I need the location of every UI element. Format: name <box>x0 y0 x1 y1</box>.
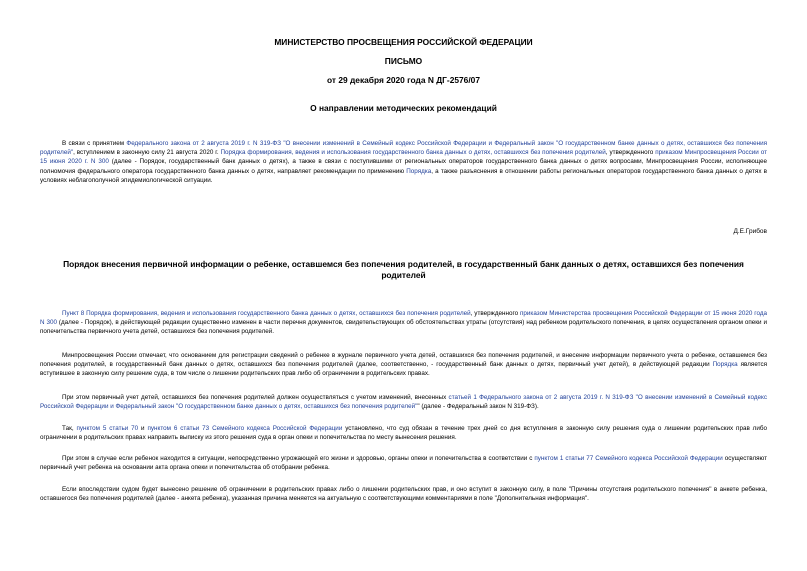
intro-text-2: , вступлением в законную силу 21 августа 2020 г. <box>73 149 221 157</box>
paragraph-3 <box>40 393 767 411</box>
law-319-article-1-link[interactable]: статьей 1 Федерального закона от 2 августа 2019 г. N 319-ФЗ "О внесении изменений в Семейный кодекс Российской Федерации и Федеральный закон "О государственном банке данных о детях, оставшихся без попечения родителей" <box>40 394 767 411</box>
intro-text-3: , утвержденного <box>605 149 656 157</box>
doc-type-heading: ПИСЬМО <box>384 56 423 66</box>
p1-text-1: , утвержденного <box>470 310 520 317</box>
section-title: Порядок внесения первичной информации о ребенке, оставшемся без попечения родителей, в государственный банк данных о детях, оставшихся без попечения родителей <box>63 259 744 280</box>
p3-text-2: " (далее - Федеральный закон N 319-ФЗ). <box>417 403 539 411</box>
procedure-short-link[interactable]: Порядка <box>406 167 432 175</box>
doc-subject: О направлении методических рекомендаций <box>310 103 497 113</box>
p6-text-1: Если впоследствии судом будет вынесено решение об ограничении в родительских правах либо о лишении родительских прав, и оно вступит в законную силу, в поле "Причины отсутствия родительского попечения" в анкете ребенка, оставшегося без попечения родителей (далее - анкета ребенка), указанная причина меняется на актуальную с соответствующими комментариями в поле "Дополнительная информация". <box>40 486 767 503</box>
p4-text-3: установлено, что суд обязан в течение трех дней со дня вступления в законную силу решения суда о лишении родительских прав либо ограничении в родительских правах направить выписку из этого решения суда в орган опеки и попечительства по месту вынесения решения. <box>40 425 767 442</box>
procedure-item-8-link[interactable]: Пункт 8 Порядка формирования, ведения и использования государственного банка данных о детях, оставшихся без попечения родителей <box>62 310 471 317</box>
intro-text-4: (далее - Порядок, государственный банк данных о детях), а также в связи с поступившими от региональных операторов государственного банка данных о детях вопросами, Минпросвещения России, исполняющее полномочия федерального оператора государственного банка данных о детях, направляет рекомендации по применению <box>40 158 768 175</box>
p3-text-1: При этом первичный учет детей, оставшихся без попечения родителей должен осуществляться с учетом изменений, внесенных <box>62 394 449 401</box>
p2-text-1: Минпросвещения России отмечает, что основанием для регистрации сведений о ребенке в журнале первичного учета детей, оставшихся без попечения родителей, и внесение информации первичного учета о ребенке, оставшемся без попечения родителей, в государственный банк данных о детях, оставшихся без попечения родителей (далее, соответственно, - государственный банк данных о детях, первичный учет детей), в действующей редакции <box>40 352 767 369</box>
article-70-link[interactable]: пунктом 5 статьи 70 <box>76 425 139 432</box>
ministry-heading: МИНИСТЕРСТВО ПРОСВЕЩЕНИЯ РОССИЙСКОЙ ФЕДЕРАЦИИ <box>274 37 533 47</box>
signature: Д.Е.Грибов <box>733 228 767 235</box>
paragraph-4 <box>40 424 767 442</box>
p5-text-1: При этом в случае если ребенок находится в ситуации, непосредственно угрожающей его жизни и здоровью, органы опеки и попечительства в соответствии с <box>62 455 535 462</box>
order-300-link[interactable]: приказом Минпросвещения России от 15 июня 2020 г. N 300 <box>40 149 767 166</box>
ministry-order-link[interactable]: приказом Министерства просвещения Российской Федерации от 15 июня 2020 года N 300 <box>40 310 767 327</box>
doc-date-number: от 29 декабря 2020 года N ДГ-2576/07 <box>327 75 480 85</box>
procedure-link-2[interactable]: Порядка <box>712 361 738 369</box>
paragraph-2 <box>40 351 767 379</box>
intro-text-5: , а также разъяснения в отношении работы региональных операторов государственного банка данных о детях в условиях неблагополучной эпидемиологической ситуации. <box>40 167 768 184</box>
p1-text-2: (далее - Порядок), в действующей редакции существенно изменен в части перечня документов, свидетельствующих об обстоятельствах утраты (отсутствия) над ребенком родительского попечения, в целях осуществления органом опеки и попечительства первичного учета детей, оставшихся без попечения родителей. <box>40 319 767 336</box>
intro-paragraph <box>40 139 767 185</box>
federal-law-319-link[interactable]: Федерального закона от 2 августа 2019 г. N 319-ФЗ "О внесении изменений в Семейный кодекс Российской Федерации и Федеральный закон "О государственном банке данных о детях, оставшихся без попечения родителей" <box>40 140 767 157</box>
article-77-link[interactable]: пунктом 1 статьи 77 Семейного кодекса Российской Федерации <box>534 455 723 462</box>
p2-text-2: является вступившее в законную силу решение суда, в том числе о лишении родительских прав либо об ограничении в родительских правах. <box>40 361 768 378</box>
paragraph-6 <box>40 485 767 503</box>
paragraph-5 <box>40 454 767 472</box>
article-73-link[interactable]: пунктом 6 статьи 73 Семейного кодекса Российской Федерации <box>147 425 343 432</box>
paragraph-1 <box>40 309 767 337</box>
p4-text-2: и <box>138 425 148 432</box>
p5-text-2: осуществляют первичный учет ребенка на основании акта органа опеки и попечительства об отобрании ребенка. <box>40 455 768 472</box>
p4-text-1: Так, <box>62 425 77 432</box>
intro-text-1: В связи с принятием <box>62 140 127 147</box>
procedure-link[interactable]: Порядка формирования, ведения и использования государственного банка данных о детях, оставшихся без попечения родителей <box>220 149 606 157</box>
